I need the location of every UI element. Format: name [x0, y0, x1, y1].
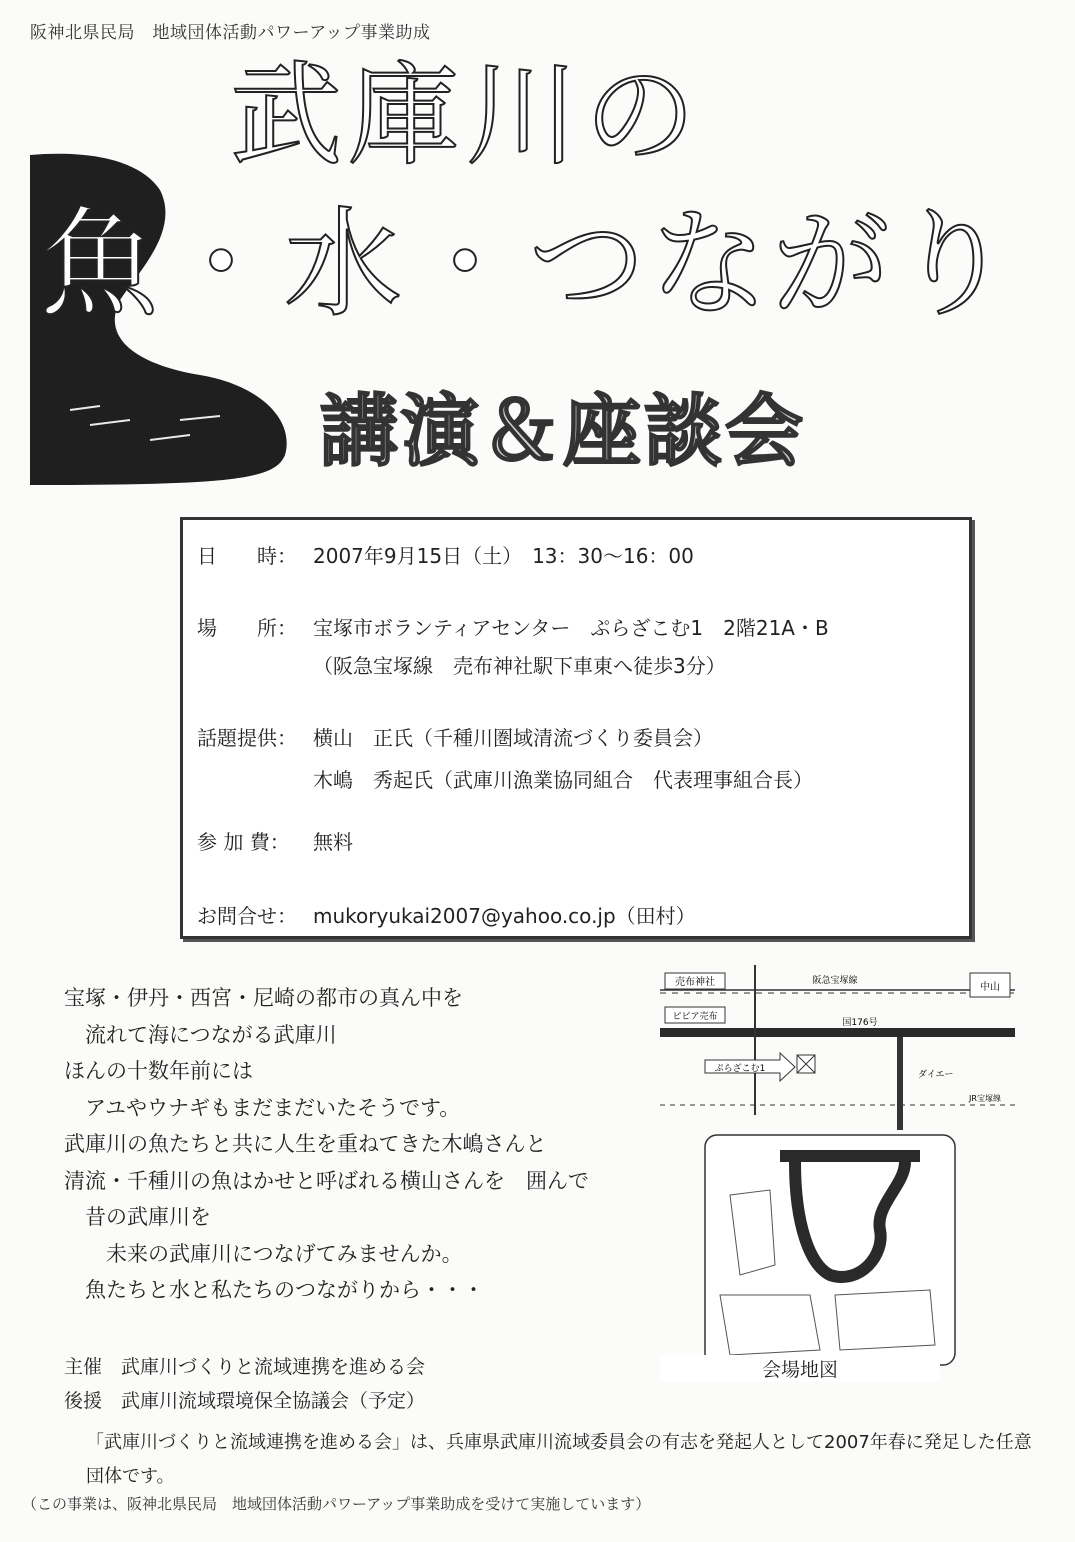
body-line: ほんの十数年前には — [64, 1059, 253, 1083]
contact-label: お問合せ： — [197, 904, 297, 928]
map-label-road: 国176号 — [842, 1018, 878, 1028]
speakers-row — [197, 722, 713, 751]
fee-value: 無料 — [313, 830, 353, 854]
venue-value: 宝塚市ボランティアセンター ぷらざこむ1 2階21A・B — [313, 616, 829, 640]
fee-row — [197, 826, 353, 855]
body-line: 未来の武庫川につなげてみませんか。 — [64, 1241, 463, 1266]
title-line1: 武庫川の — [230, 51, 702, 181]
venue-row — [197, 612, 829, 641]
map-label-store: ダイエー — [918, 1070, 954, 1080]
organizers — [64, 1350, 425, 1418]
body-line: 宝塚・伊丹・西宮・尼崎の都市の真ん中を — [64, 986, 463, 1010]
title-line2: 魚・水・つながり — [40, 195, 1017, 333]
sponsor-header: 阪神北県民局 地域団体活動パワーアップ事業助成 — [30, 23, 431, 43]
venue-access: （阪急宝塚線 売布神社駅下車東へ徒歩3分） — [313, 654, 726, 678]
datetime-label: 日 時： — [197, 544, 297, 568]
contact-email-link[interactable]: mukoryukai2007@yahoo.co.jp（田村） — [313, 904, 696, 928]
body-line: 武庫川の魚たちと共に人生を重ねてきた木嶋さんと — [64, 1132, 547, 1156]
map-label-station-right: 中山 — [980, 982, 1000, 993]
body-text — [64, 980, 589, 1309]
body-line: 流れて海につながる武庫川 — [64, 1022, 337, 1047]
contact-row — [197, 900, 696, 929]
map-caption: 会場地図 — [660, 1355, 940, 1382]
host-line: 主催 武庫川づくりと流域連携を進める会 — [64, 1356, 426, 1378]
body-line: 魚たちと水と私たちのつながりから・・・ — [64, 1278, 484, 1302]
map-label-building: ピピア売布 — [672, 1012, 718, 1022]
speaker1: 横山 正氏（千種川圏域清流づくり委員会） — [313, 726, 713, 750]
speakers-label: 話題提供： — [197, 726, 297, 750]
speaker2: 木嶋 秀起氏（武庫川漁業協同組合 代表理事組合長） — [313, 768, 813, 792]
datetime-value: 2007年9月15日（土） 13：30～16：00 — [313, 544, 694, 568]
body-line: 昔の武庫川を — [64, 1205, 211, 1229]
body-line: 清流・千種川の魚はかせと呼ばれる横山さんを 囲んで — [64, 1168, 589, 1193]
map-label-jr: JR宝塚線 — [969, 1094, 1001, 1103]
event-info-box — [180, 517, 972, 939]
footer-note: （この事業は、阪神北県民局 地域団体活動パワーアップ事業助成を受けて実施しています） — [22, 1495, 651, 1513]
body-line: アユやウナギもまだまだいたそうです。 — [64, 1095, 461, 1120]
fee-label: 参 加 費： — [197, 830, 290, 854]
subtitle: 講演＆座談会 — [320, 387, 807, 477]
support-line: 後援 武庫川流域環境保全協議会（予定） — [64, 1390, 426, 1412]
datetime-row — [197, 540, 694, 569]
venue-map — [660, 965, 1015, 1385]
map-label-line-top: 阪急宝塚線 — [812, 976, 858, 986]
venue-label: 場 所： — [197, 616, 297, 640]
organizer-note: 「武庫川づくりと流域連携を進める会」は、兵庫県武庫川流域委員会の有志を発起人として2007年春に発足した任意団体です。 — [86, 1432, 1032, 1487]
map-label-station-left: 売布神社 — [675, 977, 715, 988]
map-label-arrow: ぷらざこむ1 — [714, 1064, 766, 1074]
